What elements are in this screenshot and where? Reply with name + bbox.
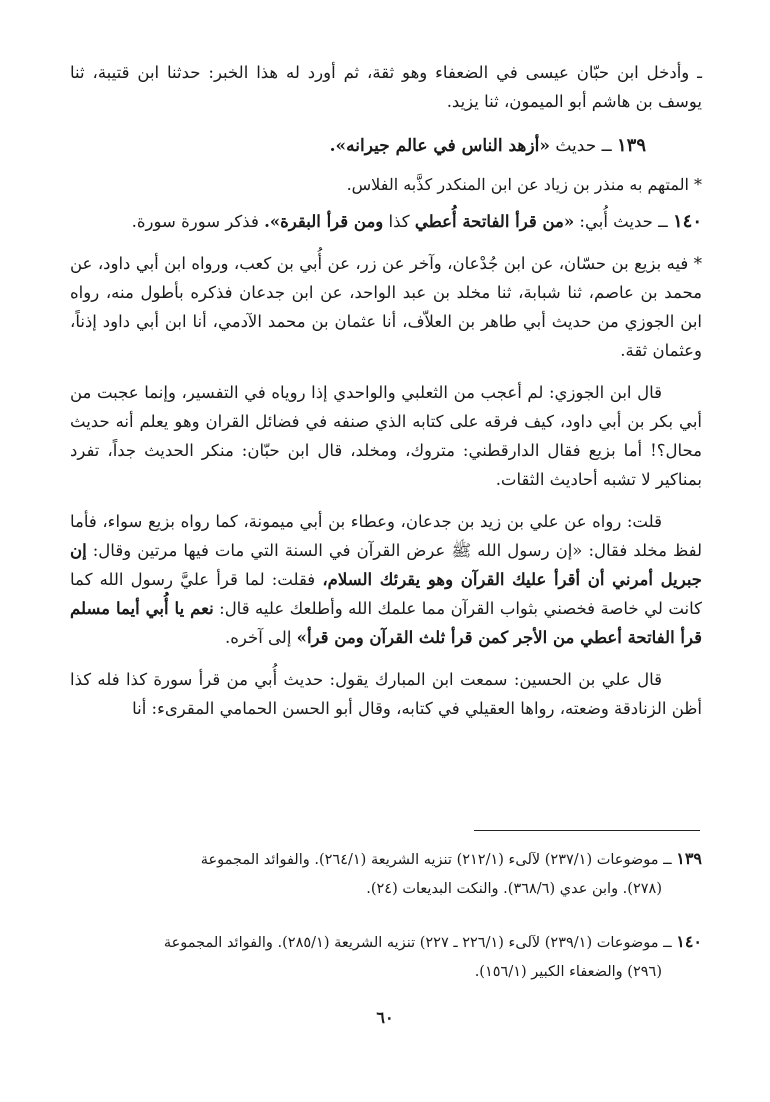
paragraph-ibn-hibban: ـ وأدخل ابن حبّان عيسى في الضعفاء وهو ثقة، ثم أورد له هذا الخبر: حدثنا ابن قتيبة، ثنا يوسف بن هاشم أبو الميمون، ثنا يزيد. bbox=[70, 63, 702, 111]
qultu-part-3: إلى آخره. bbox=[225, 628, 297, 647]
hadith-139-note: * المتهم به منذر بن زياد عن ابن المنكدر كذَّبه الفلاس. bbox=[346, 175, 702, 194]
footnote-140-line-1: ــ موضوعات (٢٣٩/١) لآلىء (٢٢٦/١ ـ ٢٢٧) تنزيه الشريعة (٢٨٥/١). والفوائد المجموعة bbox=[163, 935, 677, 951]
hadith-140-quote-1: «من قرأ الفاتحة أُعطي bbox=[414, 212, 575, 231]
footnote-140-line-2: (٢٩٦) والضعفاء الكبير (١٥٦/١). bbox=[474, 964, 662, 980]
footnote-139-line-1: ــ موضوعات (٢٣٧/١) لآلىء (٢١٢/١) تنزيه الشريعة (٢٦٤/١). والفوائد المجموعة bbox=[200, 852, 677, 868]
hadith-139-title: «أزهد الناس في عالم جيرانه». bbox=[329, 136, 550, 156]
footnote-139 bbox=[60, 844, 702, 875]
qultu-part-2: فقلت: لما قرأ عليَّ رسول الله كما كانت لي خاصة فخصني بثواب القرآن مما علمك الله وأطلعك عليه قال: bbox=[70, 570, 702, 618]
qultu-part-1: قلت: رواه عن علي بن زيد بن جدعان، وعطاء بن أبي ميمونة، كما رواه بزيع سواء، فأما لفظ مخلد فقال: «إن رسول الله ﷺ عرض القرآن في السنة التي مات فيها مرتين وقال: bbox=[70, 512, 702, 560]
footnote-140-number: ١٤٠ bbox=[676, 932, 702, 951]
hadith-140-note: * فيه بزيع بن حسّان، عن ابن جُدْعان، وآخر عن زر، عن أُبي بن كعب، ورواه ابن أبي داود، عن محمد بن عاصم، ثنا شبابة، ثنا مخلد بن عبد الواحد، عن ابن جدعان فذكره بأطول منه، رواه ابن الجوزي من حديث أبي طاهر بن العلاّف، أنا عثمان بن محمد الآدمي، أنا ابن أبي داود إذناً، وعثمان ثقة. bbox=[70, 254, 702, 360]
qultu-bold-1: إن جبريل أمرني أن أقرأ عليك القرآن وهو يقرئك السلام، bbox=[70, 541, 702, 589]
paragraph-ibn-al-jawzi: قال ابن الجوزي: لم أعجب من الثعلبي والواحدي إذا روياه في التفسير، وإنما عجبت من أبي بكر بن أبي داود، كيف فرقه على كتابه الذي صنفه في فضائل القران وهو يعلم أنه حديث محال؟! أما بزيع فقال الدارقطني: متروك، ومخلد، قال ابن حبّان: منكر الحديث جداً، تفرد بمناكير لا تشبه أحاديث الثقات. bbox=[70, 383, 702, 489]
page-number: ٦٠ bbox=[376, 1008, 394, 1027]
main-text bbox=[70, 58, 702, 723]
hadith-139-dash: ــ حديث bbox=[549, 136, 617, 156]
hadith-140-number: ١٤٠ bbox=[672, 211, 702, 232]
footnote-divider bbox=[474, 830, 700, 831]
paragraph-qultu bbox=[70, 507, 702, 652]
hadith-139-heading bbox=[70, 130, 646, 162]
hadith-140-quote-2: ومن قرأ البقرة». bbox=[264, 212, 384, 231]
footnote-140 bbox=[60, 927, 702, 958]
hadith-140-rest: فذكر سورة سورة. bbox=[131, 212, 265, 231]
footnote-139-line-2: (٢٧٨). وابن عدي (٣٦٨/٦). والنكت البديعات (٢٤). bbox=[366, 881, 662, 897]
hadith-139-number: ١٣٩ bbox=[616, 135, 646, 156]
footnotes bbox=[60, 844, 702, 987]
qultu-bold-2: نعم يا أُبي أيما مسلم قرأ الفاتحة أعطي من الأجر كمن قرأ ثلث القرآن ومن قرأ» bbox=[70, 599, 702, 647]
paragraph-ali-bin-al-husayn: قال علي بن الحسين: سمعت ابن المبارك يقول: حديث أُبي من قرأ سورة كذا فله كذا أظن الزنادقة وضعته، رواها العقيلي في كتابه، وقال أبو الحسن الحمامي المقرىء: أنا bbox=[70, 670, 702, 718]
footnote-139-number: ١٣٩ bbox=[676, 849, 702, 868]
hadith-140-kadha: كذا bbox=[383, 212, 415, 231]
hadith-140-heading bbox=[70, 207, 702, 236]
hadith-140-dash: ــ حديث أُبي: bbox=[574, 212, 673, 231]
